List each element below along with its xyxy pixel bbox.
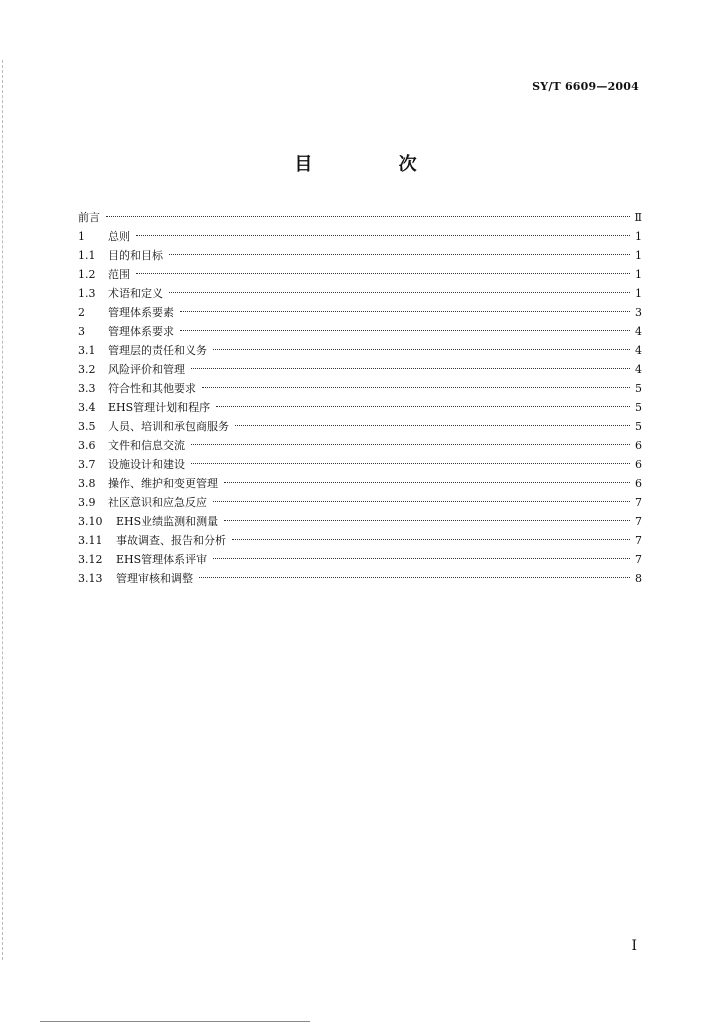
toc-dot-leader	[169, 254, 630, 255]
toc-entry[interactable]	[78, 550, 642, 569]
toc-entry-label: 管理体系要素	[108, 306, 174, 319]
toc-entry-label: 术语和定义	[108, 287, 163, 300]
toc-entry[interactable]	[78, 322, 642, 341]
toc-entry-number: 2	[78, 306, 85, 319]
toc-entry-page: 1	[635, 268, 642, 281]
document-code: SY/T 6609—2004	[532, 80, 639, 93]
toc-entry-page: 4	[635, 344, 642, 357]
toc-entry-number: 3.11	[78, 534, 103, 547]
toc-entry[interactable]	[78, 474, 642, 493]
toc-entry[interactable]	[78, 493, 642, 512]
toc-entry[interactable]	[78, 512, 642, 531]
toc-entry[interactable]	[78, 531, 642, 550]
toc-dot-leader	[180, 311, 630, 312]
toc-entry[interactable]	[78, 208, 642, 227]
toc-entry-number: 1.2	[78, 268, 96, 281]
toc-entry-number: 3.7	[78, 458, 96, 471]
toc-entry-label: 事故调查、报告和分析	[116, 534, 226, 547]
toc-entry[interactable]	[78, 398, 642, 417]
toc-entry[interactable]	[78, 227, 642, 246]
toc-entry-number: 3.12	[78, 553, 103, 566]
toc-entry-label: 风险评价和管理	[108, 363, 185, 376]
toc-entry-number: 3.13	[78, 572, 103, 585]
toc-entry-number: 3	[78, 325, 85, 338]
toc-dot-leader	[202, 387, 630, 388]
toc-entry-page: 7	[635, 496, 642, 509]
toc-entry[interactable]	[78, 436, 642, 455]
toc-entry-page: 7	[635, 534, 642, 547]
toc-entry[interactable]	[78, 455, 642, 474]
toc-dot-leader	[191, 463, 630, 464]
toc-dot-leader	[106, 216, 630, 217]
toc-entry-label: 社区意识和应急反应	[108, 496, 207, 509]
page-number: I	[631, 938, 637, 954]
toc-entry-label: 文件和信息交流	[108, 439, 185, 452]
toc-entry-page: 1	[635, 287, 642, 300]
toc-entry-number: 3.1	[78, 344, 96, 357]
toc-entry-label: 总则	[108, 230, 130, 243]
toc-entry-page: 7	[635, 515, 642, 528]
toc-entry-label: 管理层的责任和义务	[108, 344, 207, 357]
toc-dot-leader	[232, 539, 630, 540]
table-of-contents	[78, 208, 642, 588]
page-title: 目 次	[294, 154, 457, 175]
toc-entry-label: 设施设计和建设	[108, 458, 185, 471]
toc-dot-leader	[213, 501, 630, 502]
toc-dot-leader	[136, 235, 630, 236]
toc-entry-number: 3.10	[78, 515, 103, 528]
toc-entry-label: 人员、培训和承包商服务	[108, 420, 229, 433]
toc-entry-page: 5	[635, 401, 642, 414]
toc-dot-leader	[224, 520, 630, 521]
toc-entry-label: 目的和目标	[108, 249, 163, 262]
toc-entry[interactable]	[78, 417, 642, 436]
toc-entry[interactable]	[78, 379, 642, 398]
toc-entry-page: 8	[635, 572, 642, 585]
toc-entry-number: 1.3	[78, 287, 96, 300]
toc-entry-label: 符合性和其他要求	[108, 382, 196, 395]
toc-dot-leader	[191, 368, 630, 369]
toc-entry-label: EHS业绩监测和测量	[116, 515, 219, 528]
toc-dot-leader	[136, 273, 630, 274]
toc-entry-label: EHS管理计划和程序	[108, 401, 211, 414]
toc-entry-page: 4	[635, 363, 642, 376]
toc-dot-leader	[169, 292, 630, 293]
toc-entry-page: 1	[635, 249, 642, 262]
toc-entry-page: 5	[635, 382, 642, 395]
toc-entry-page: 5	[635, 420, 642, 433]
toc-entry-number: 3.3	[78, 382, 96, 395]
toc-entry-number: 3.6	[78, 439, 96, 452]
toc-entry-number: 1.1	[78, 249, 96, 262]
toc-entry-number: 3.9	[78, 496, 96, 509]
toc-dot-leader	[224, 482, 630, 483]
toc-dot-leader	[216, 406, 630, 407]
toc-entry-number: 3.4	[78, 401, 96, 414]
toc-entry-page: Ⅱ	[634, 211, 642, 224]
toc-dot-leader	[191, 444, 630, 445]
toc-entry-label: EHS管理体系评审	[116, 553, 208, 566]
toc-dot-leader	[235, 425, 630, 426]
toc-entry-page: 3	[635, 306, 642, 319]
toc-dot-leader	[213, 349, 630, 350]
toc-entry[interactable]	[78, 341, 642, 360]
scan-artifact-bottom	[40, 1020, 310, 1022]
toc-entry[interactable]	[78, 569, 642, 588]
toc-entry-label: 操作、维护和变更管理	[108, 477, 218, 490]
toc-entry-page: 1	[635, 230, 642, 243]
toc-entry-page: 6	[635, 458, 642, 471]
toc-entry-label: 管理审核和调整	[116, 572, 193, 585]
toc-entry-number: 3.2	[78, 363, 96, 376]
toc-dot-leader	[213, 558, 630, 559]
toc-entry-page: 6	[635, 477, 642, 490]
toc-entry-label: 范围	[108, 268, 130, 281]
toc-entry-label: 管理体系要求	[108, 325, 174, 338]
toc-entry-number: 3.5	[78, 420, 96, 433]
toc-entry[interactable]	[78, 303, 642, 322]
toc-entry-label: 前言	[78, 211, 100, 224]
toc-entry-number: 3.8	[78, 477, 96, 490]
scan-artifact-left	[2, 60, 4, 960]
toc-entry[interactable]	[78, 284, 642, 303]
toc-dot-leader	[180, 330, 630, 331]
toc-dot-leader	[199, 577, 630, 578]
toc-entry[interactable]	[78, 265, 642, 284]
toc-entry[interactable]	[78, 246, 642, 265]
toc-entry-number: 1	[78, 230, 85, 243]
toc-entry-page: 4	[635, 325, 642, 338]
toc-entry[interactable]	[78, 360, 642, 379]
toc-entry-page: 7	[635, 553, 642, 566]
toc-entry-page: 6	[635, 439, 642, 452]
